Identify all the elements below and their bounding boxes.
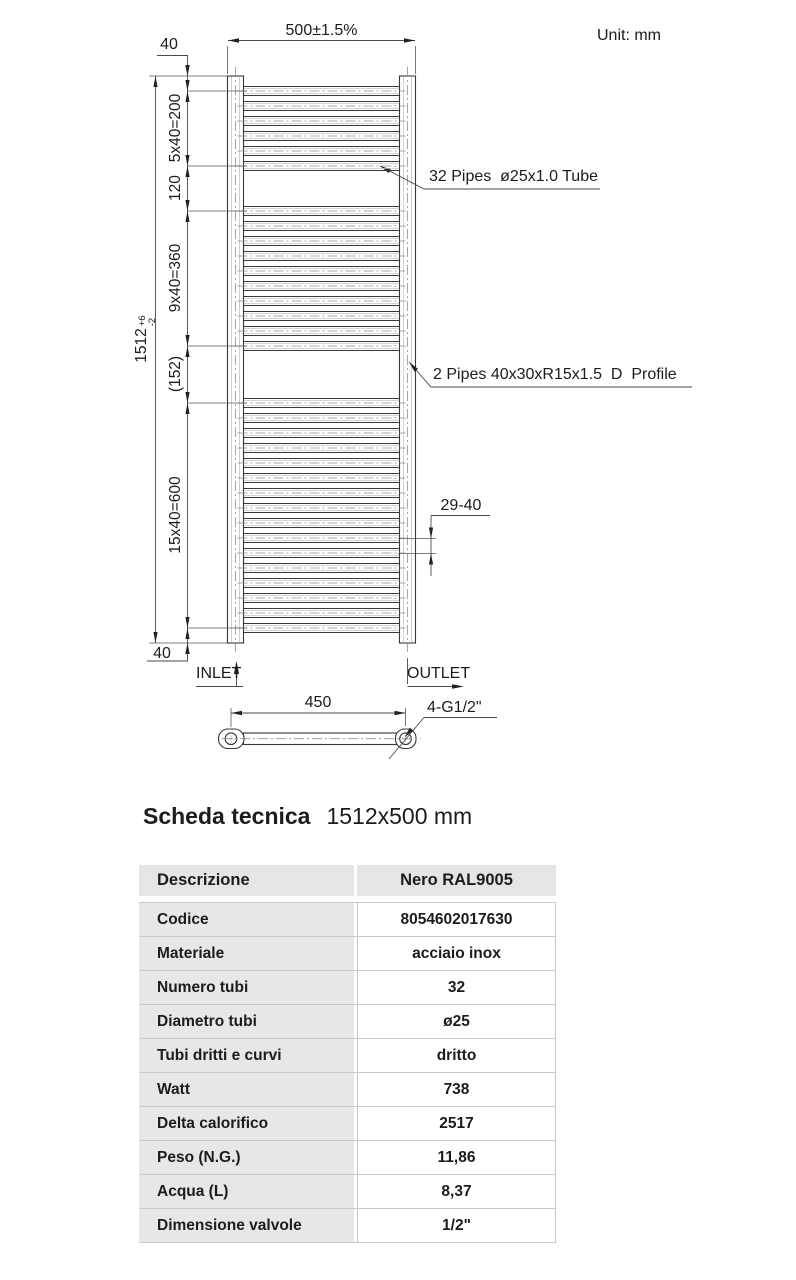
row-label: Dimensione valvole [139,1209,357,1242]
table-row [139,1107,556,1141]
section-heading [143,803,472,830]
table-row [139,1005,556,1039]
radiator-pipes [238,87,406,633]
row-value: dritto [357,1039,556,1072]
row-value: 2517 [357,1107,556,1140]
spec-header-value: Nero RAL9005 [357,865,556,896]
row-value: ø25 [357,1005,556,1038]
spec-table-header [139,865,556,896]
row-label: Peso (N.G.) [139,1141,357,1174]
table-row [139,1209,556,1243]
dim-gap2-label: (152) [167,355,184,393]
row-label: Numero tubi [139,971,357,1004]
dim-group2-label: 9x40=360 [167,243,184,313]
row-label: Tubi dritti e curvi [139,1039,357,1072]
section-title: Scheda tecnica [143,803,311,829]
row-label: Materiale [139,937,357,970]
dim-gap1-label: 120 [167,175,184,201]
dim-valve-thread-label: 4-G1/2" [427,699,482,716]
table-row [139,1073,556,1107]
drawing-geometry [147,38,692,759]
row-value: 32 [357,971,556,1004]
dim-group1-label: 5x40=200 [167,93,184,163]
row-label: Diametro tubi [139,1005,357,1038]
table-row [139,937,556,971]
row-value: 8054602017630 [357,903,556,936]
dim-overall-label [115,315,175,388]
table-row [139,1141,556,1175]
overall-value: 1512 [133,328,150,363]
row-label: Delta calorifico [139,1107,357,1140]
dim-bottom-width-label: 450 [304,694,332,711]
outlet-label: OUTLET [407,665,471,682]
row-value: 11,86 [357,1141,556,1174]
table-row [139,1039,556,1073]
table-row [139,971,556,1005]
table-row [139,1175,556,1209]
overall-tolerance: +6 -2 [137,315,158,327]
annotation-pipes: 32 Pipes ø25x1.0 Tube [429,168,598,185]
section-size: 1512x500 mm [326,803,473,829]
row-value: acciaio inox [357,937,556,970]
row-label: Watt [139,1073,357,1106]
row-value: 1/2" [357,1209,556,1242]
dim-spacing-label: 29-40 [440,497,482,514]
row-value: 8,37 [357,1175,556,1208]
dim-group3-label: 15x40=600 [167,476,184,554]
annotation-profile: 2 Pipes 40x30xR15x1.5 D Profile [433,366,677,383]
dim-top-offset-label: 40 [160,36,178,53]
row-label: Codice [139,903,357,936]
row-label: Acqua (L) [139,1175,357,1208]
spec-header-label: Descrizione [139,865,357,896]
inlet-label: INLET [196,665,242,682]
spec-table-body [139,902,556,1243]
dim-bottom-offset-label: 40 [153,645,171,662]
table-row [139,903,556,937]
dim-width-label: 500±1.5% [285,22,358,39]
row-value: 738 [357,1073,556,1106]
unit-label: Unit: mm [597,27,661,44]
spec-table [139,865,556,1243]
